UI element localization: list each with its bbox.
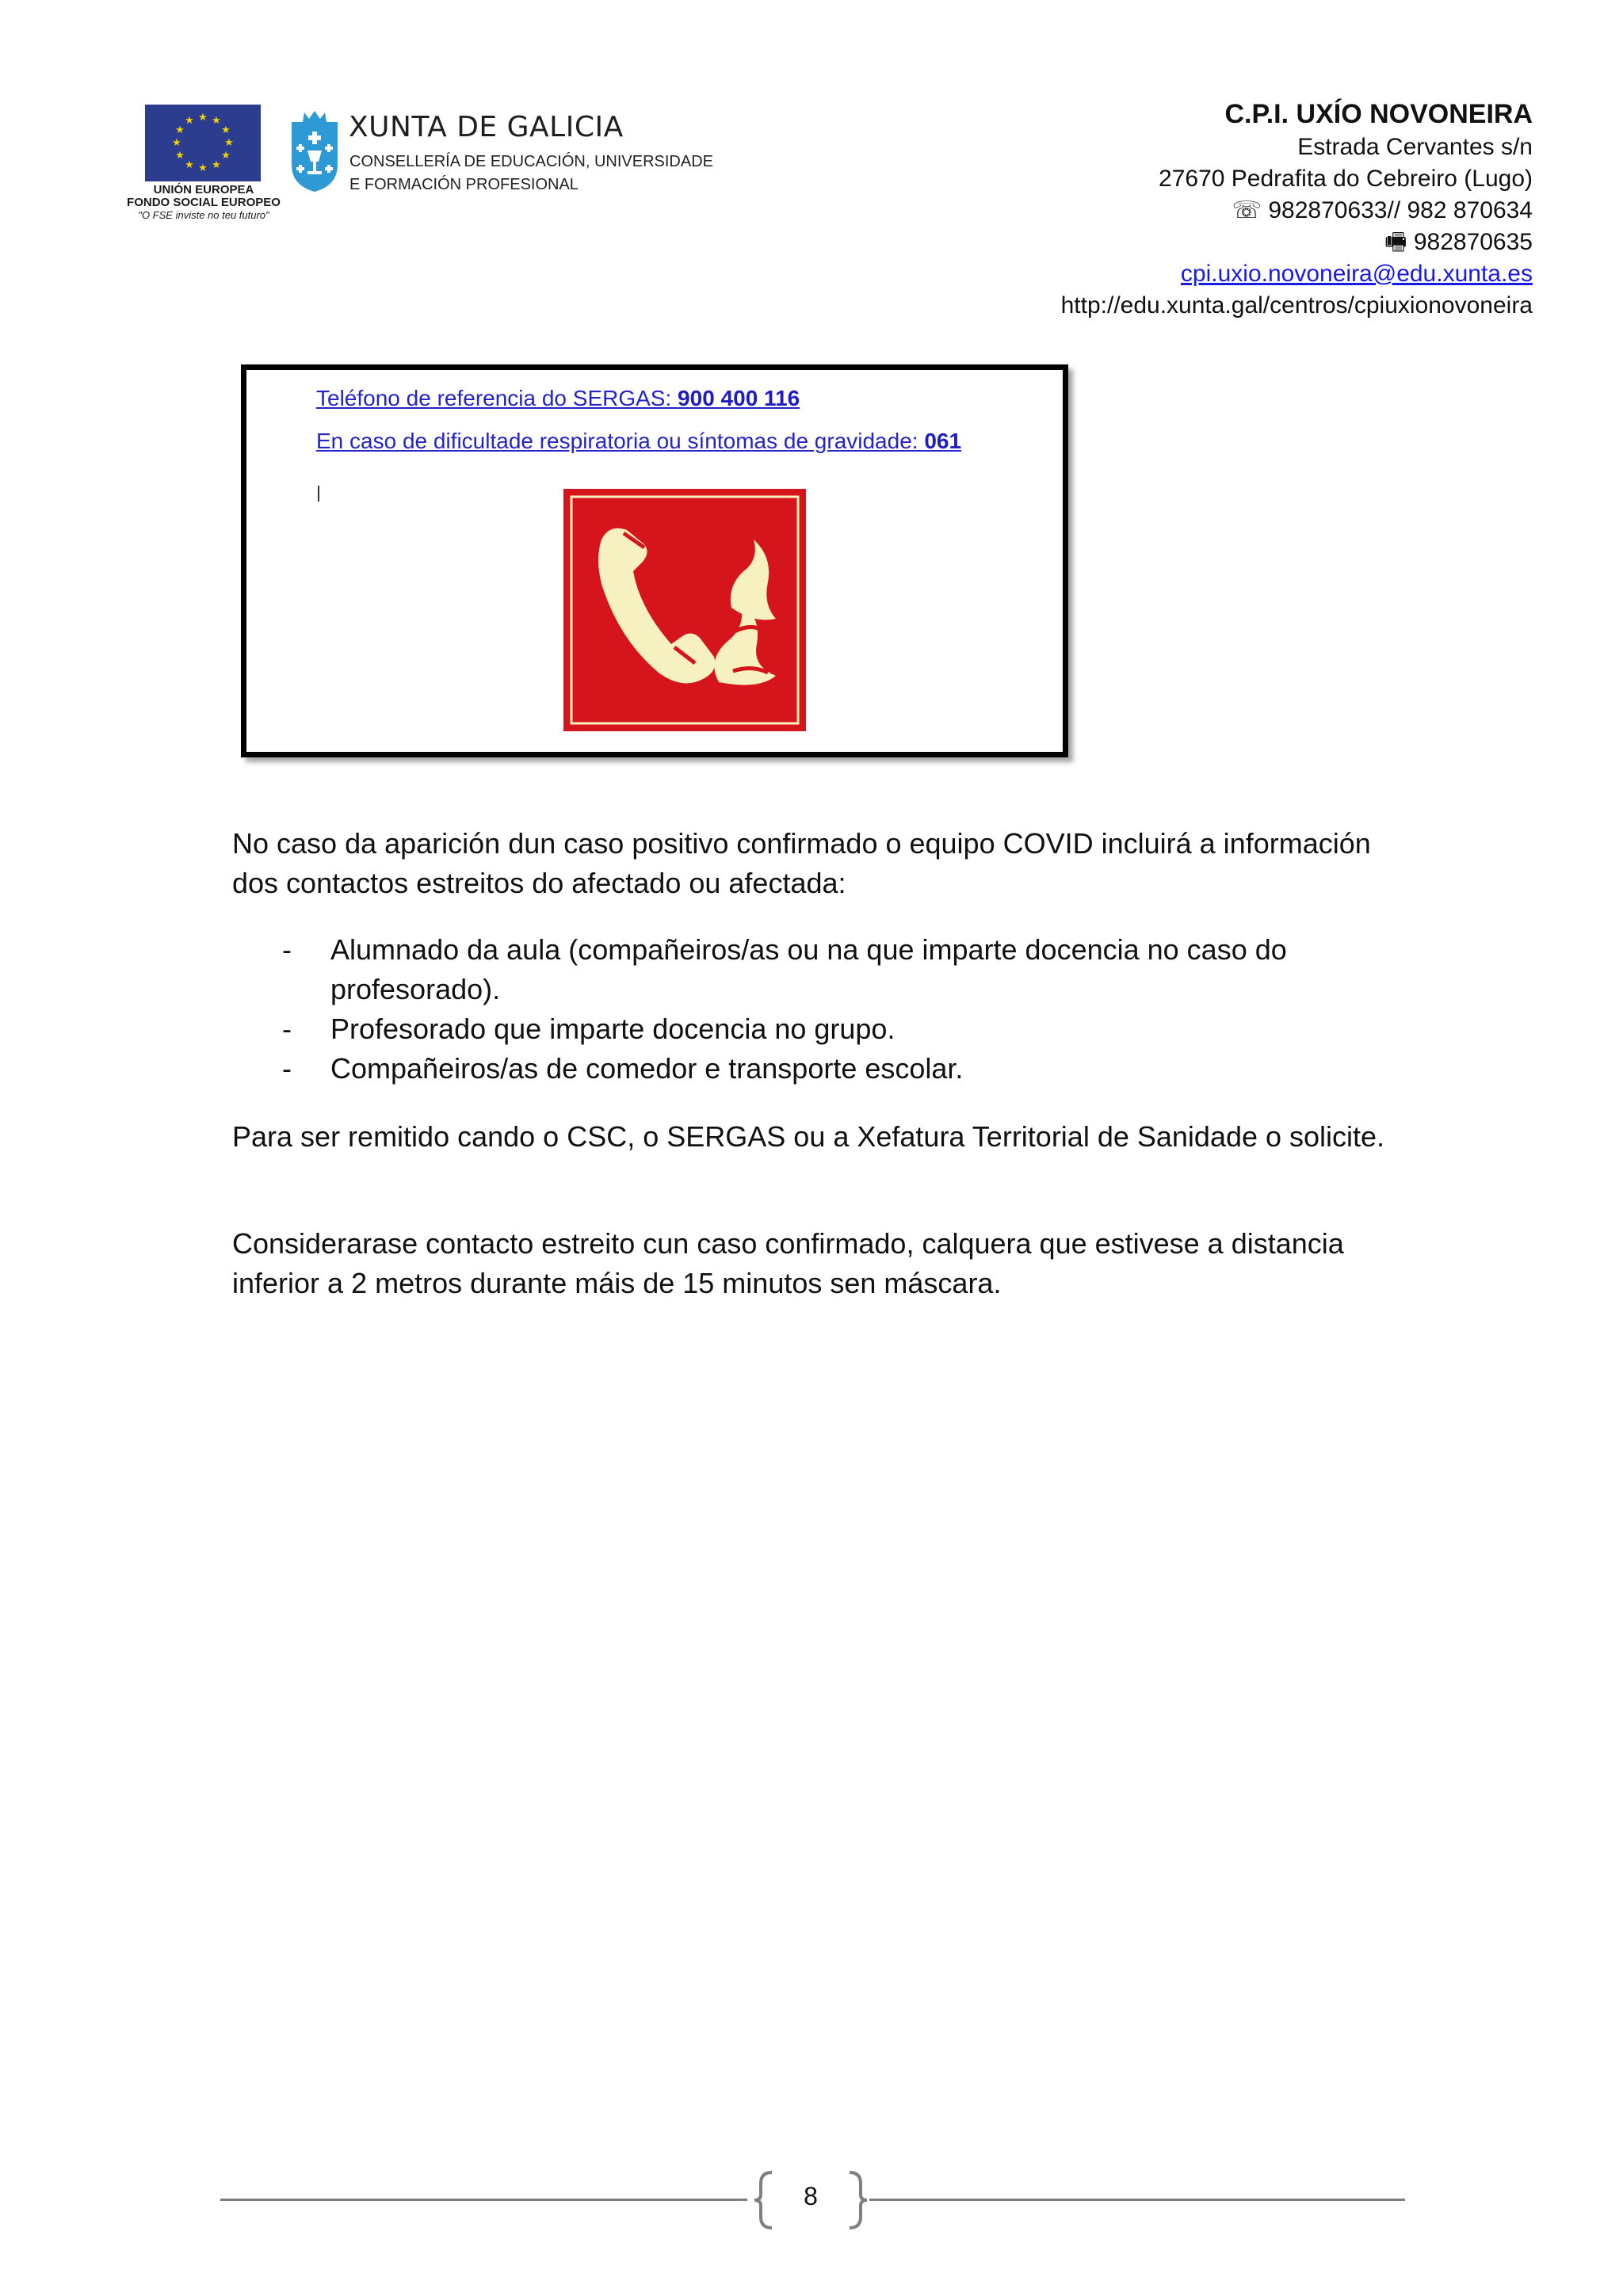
school-email-link[interactable]: cpi.uxio.novoneira@edu.xunta.es (1180, 261, 1533, 287)
school-info (1061, 97, 1533, 322)
eu-logo-line1: UNIÓN EUROPEA (153, 183, 254, 196)
sergas-phone-number: 900 400 116 (678, 386, 800, 410)
emergency-number: 061 (924, 429, 962, 453)
svg-text:★: ★ (185, 159, 194, 171)
xunta-title: XUNTA DE GALICIA (349, 111, 624, 143)
emergency-line (316, 429, 961, 454)
eu-logo-line2: FONDO SOCIAL EUROPEO (127, 196, 281, 209)
emergency-label: En caso de dificultade respiratoria ou síntomas de gravidade: (316, 429, 925, 453)
bullet-marker: - (282, 1052, 292, 1085)
svg-text:★: ★ (212, 115, 221, 127)
sergas-phone-line (316, 386, 800, 411)
eu-stars-icon (145, 105, 261, 181)
svg-text:★: ★ (212, 159, 221, 171)
svg-text:★: ★ (172, 137, 181, 149)
bullet-marker: - (282, 1013, 292, 1045)
school-phone: ☏ 982870633// 982 870634 (1232, 197, 1533, 223)
eu-logo-line3: "O FSE inviste no teu futuro" (138, 209, 269, 221)
fire-emergency-phone-icon (563, 489, 806, 731)
eu-logo-text (119, 184, 288, 222)
svg-text:★: ★ (185, 115, 194, 127)
paragraph-remission: Para ser remitido cando o CSC, o SERGAS ou a Xefatura Territorial de Sanidade o solicite. (232, 1120, 1385, 1153)
page-number: 8 (804, 2182, 818, 2210)
svg-text:★: ★ (175, 124, 185, 136)
paragraph-contacts: No caso da aparición dun caso positivo confirmado o equipo COVID incluirá a información dos contactos estreitos do afectado ou afectada: (232, 827, 1371, 899)
school-address: Estrada Cervantes s/n (1297, 134, 1533, 160)
text-cursor (318, 486, 319, 502)
bullet-marker: - (282, 933, 292, 966)
xunta-shield-icon (290, 109, 339, 193)
svg-text:★: ★ (221, 124, 231, 136)
paragraph-close-contact: Considerarase contacto estreito cun caso confirmado, calquera que estivese a distancia inferior a 2 metros durante máis de 15 minutos sen máscara. (232, 1227, 1344, 1299)
svg-text:★: ★ (175, 150, 185, 162)
bullet-item: Profesorado que imparte docencia no grupo. (330, 1013, 896, 1045)
svg-text:★: ★ (198, 112, 208, 124)
footer-rule-left (220, 2199, 747, 2201)
school-website: http://edu.xunta.gal/centros/cpiuxionovoneira (1060, 292, 1533, 318)
bullet-item: Compañeiros/as de comedor e transporte escolar. (330, 1052, 964, 1085)
xunta-subtitle-line2: E FORMACIÓN PROFESIONAL (349, 176, 579, 193)
school-name: C.P.I. UXÍO NOVONEIRA (1224, 99, 1533, 129)
bullet-item: Alumnado da aula (compañeiros/as ou na que imparte docencia no caso do profesorado). (330, 933, 1287, 1005)
school-fax: 🖷 982870635 (1384, 229, 1533, 255)
eu-flag-logo (145, 105, 261, 181)
svg-text:★: ★ (198, 162, 208, 174)
xunta-subtitle-line1: CONSELLERÍA DE EDUCACIÓN, UNIVERSIDADE (349, 153, 713, 170)
footer-rule-right (869, 2199, 1405, 2201)
svg-text:★: ★ (221, 150, 231, 162)
sergas-info-box (241, 364, 1068, 757)
svg-text:★: ★ (224, 137, 234, 149)
sergas-phone-label: Teléfono de referencia do SERGAS: (316, 386, 678, 410)
school-city: 27670 Pedrafita do Cebreiro (Lugo) (1159, 166, 1533, 192)
